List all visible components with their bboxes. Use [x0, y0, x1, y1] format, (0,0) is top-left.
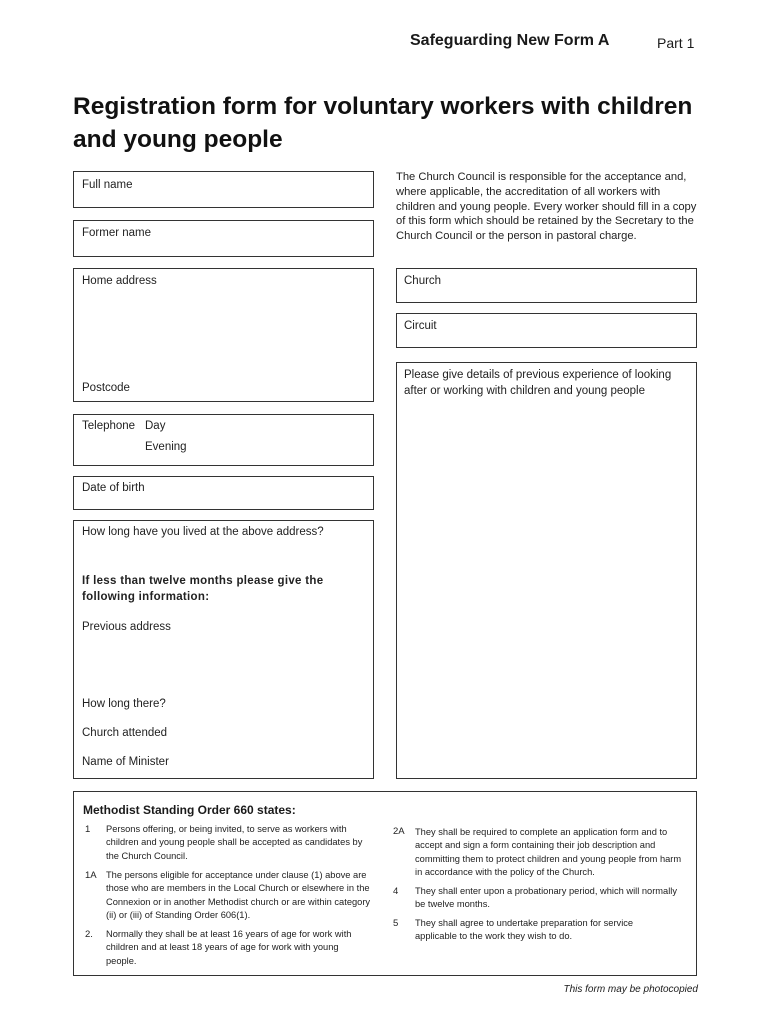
standing-order-item-text: The persons eligible for acceptance under clause (1) above are those who are members in the Local Church or elsewhere in the Connexion or in another Methodist church or are within category (ii) or (iii) of Standing Order 606(1). — [106, 870, 371, 920]
telephone-day-label: Day — [145, 420, 166, 432]
experience-field[interactable] — [396, 362, 697, 779]
home-address-label: Home address — [82, 275, 157, 287]
form-part-label: Part 1 — [657, 35, 695, 51]
standing-order-title: Methodist Standing Order 660 states: — [83, 803, 296, 817]
standing-order-item-number: 2. — [85, 929, 93, 940]
standing-order-item-number: 4 — [393, 886, 399, 897]
standing-order-item-text: They shall be required to complete an application form and to accept and sign a form containing their job description and committing them to protect children and young people from harm in accordance with the policy of the Church. — [415, 827, 682, 877]
form-series-title: Safeguarding New Form A — [410, 32, 610, 49]
previous-address-label: Previous address — [82, 621, 171, 633]
former-name-label: Former name — [82, 227, 152, 239]
telephone-field[interactable] — [73, 414, 374, 466]
church-label: Church — [404, 275, 442, 287]
circuit-field[interactable] — [396, 313, 697, 348]
postcode-label: Postcode — [82, 382, 130, 394]
full-name-field[interactable] — [73, 171, 374, 208]
page-title: Registration form for voluntary workers with children and young people — [73, 93, 693, 153]
standing-order-item-number: 5 — [393, 918, 399, 929]
telephone-label: Telephone — [82, 420, 136, 432]
home-address-field[interactable] — [73, 268, 374, 402]
standing-order-item-text: They shall agree to undertake preparation for service applicable to the work they wish to do. — [415, 918, 634, 942]
address-history-section[interactable] — [73, 520, 374, 779]
standing-order-item-text: Normally they shall be at least 16 years of age for work with children and at least 18 years of age for work with young people. — [106, 929, 352, 966]
intro-paragraph: The Church Council is responsible for the acceptance and, where applicable, the accreditation of all workers with children and young people. Every worker should fill in a copy of this form which should be retained by the Secretary to the Church Council or the person in pastoral charge. — [396, 171, 697, 243]
circuit-label: Circuit — [404, 320, 437, 332]
standing-order-item-text: They shall enter upon a probationary period, which will normally be twelve months. — [415, 886, 677, 910]
full-name-label: Full name — [82, 179, 133, 191]
church-attended-label: Church attended — [82, 727, 168, 739]
photocopy-note: This form may be photocopied — [563, 984, 698, 995]
church-field[interactable] — [396, 268, 697, 303]
experience-label: Please give details of previous experience of looking after or working with children and young people — [404, 369, 672, 397]
standing-order-item-number: 1 — [85, 824, 91, 835]
standing-order-item-number: 2A — [393, 826, 405, 837]
how-long-lived-label: How long have you lived at the above address? — [82, 526, 324, 538]
standing-order-item-text: Persons offering, or being invited, to serve as workers with children and young people shall be accepted as candidates by the Church Council. — [106, 824, 363, 861]
date-of-birth-field[interactable] — [73, 476, 374, 510]
former-name-field[interactable] — [73, 220, 374, 257]
telephone-evening-label: Evening — [145, 441, 187, 453]
standing-order-box — [73, 791, 697, 976]
less-than-twelve-months-heading: If less than twelve months please give the following information: — [82, 575, 324, 603]
how-long-there-label: How long there? — [82, 698, 166, 710]
date-of-birth-label: Date of birth — [82, 482, 145, 494]
name-of-minister-label: Name of Minister — [82, 756, 169, 768]
standing-order-item-number: 1A — [85, 870, 97, 881]
